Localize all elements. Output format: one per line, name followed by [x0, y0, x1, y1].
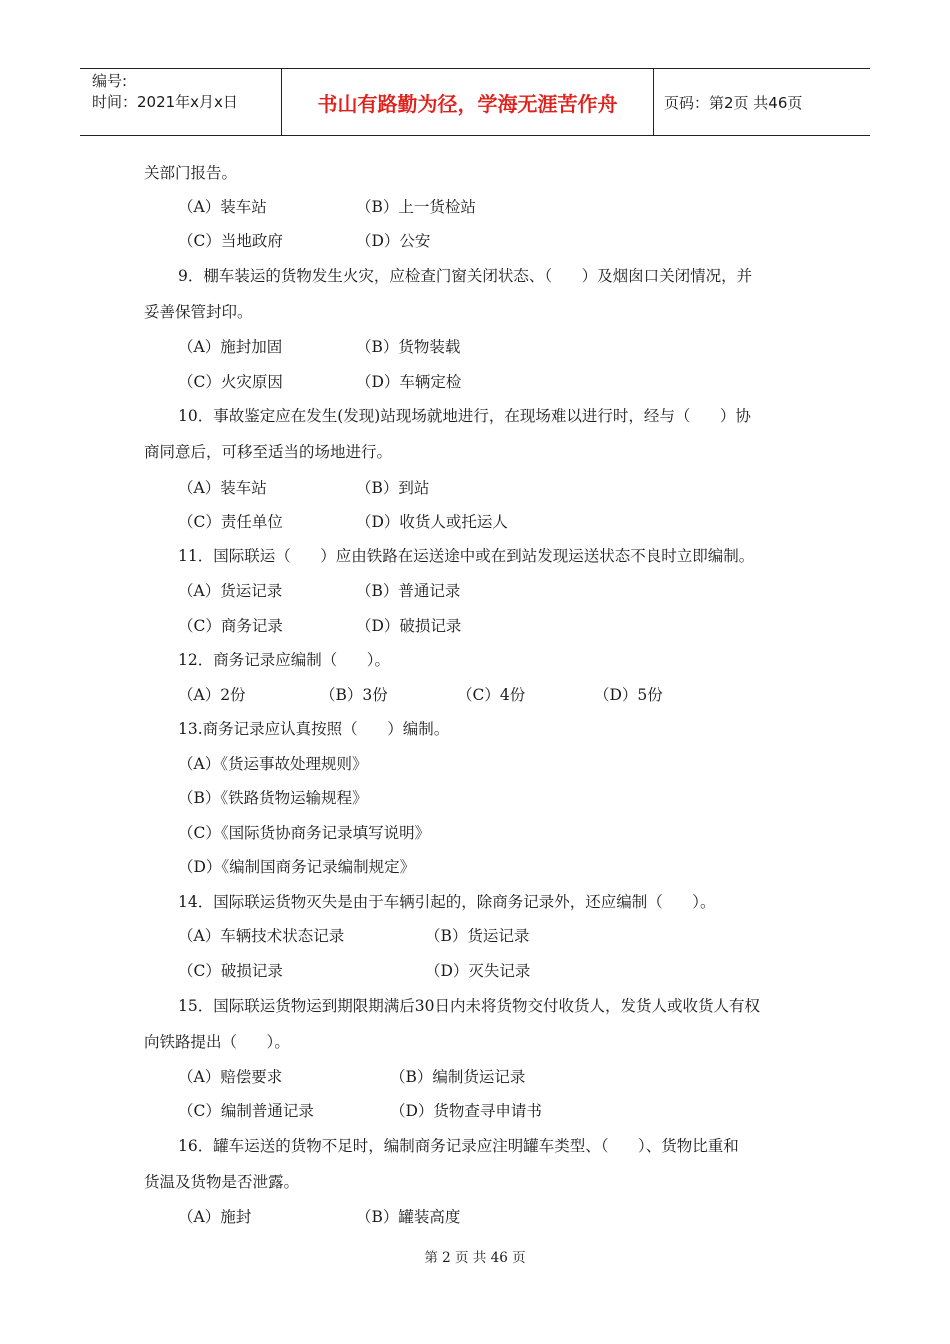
- option-c: （C）破损记录: [178, 962, 283, 980]
- option-d: （D）收货人或托运人: [356, 513, 508, 531]
- header-page-info: 页码：第2页 共46页: [664, 93, 803, 112]
- question-15: 15．国际联运货物运到期限期满后30日内未将货物交付收货人，发货人或收货人有权: [178, 997, 760, 1015]
- option-b: （B）罐装高度: [356, 1208, 461, 1226]
- option-b: （B）普通记录: [356, 582, 461, 600]
- document-date: 时间：2021年x月x日: [92, 93, 238, 111]
- option-b: （B）上一货检站: [356, 198, 476, 216]
- page-header: [80, 68, 870, 136]
- header-motto: 书山有路勤为径，学海无涯苦作舟: [282, 69, 654, 135]
- option-d: （D）《编制国商务记录编制规定》: [178, 858, 416, 876]
- option-b: （B）货运记录: [425, 927, 530, 945]
- question-15-cont: 向铁路提出（ ）。: [144, 1033, 290, 1051]
- option-b: （B）到站: [356, 479, 430, 497]
- option-a: （A）装车站: [178, 479, 267, 497]
- question-9-cont: 妥善保管封印。: [144, 303, 253, 321]
- question-10-cont: 商同意后，可移至适当的场地进行。: [144, 443, 393, 461]
- option-b: （B）3份: [320, 686, 388, 704]
- option-b: （B）货物装载: [356, 338, 461, 356]
- option-c: （C）责任单位: [178, 513, 283, 531]
- option-a: （A）车辆技术状态记录: [178, 927, 345, 945]
- question-14: 14．国际联运货物灭失是由于车辆引起的，除商务记录外，还应编制（ ）。: [178, 893, 716, 911]
- option-d: （D）公安: [356, 232, 431, 250]
- option-b: （B）《铁路货物运输规程》: [178, 789, 368, 807]
- text-line: 关部门报告。: [144, 164, 238, 182]
- option-a: （A）货运记录: [178, 582, 283, 600]
- header-meta: [80, 69, 282, 135]
- option-c: （C）4份: [457, 686, 526, 704]
- question-13: 13.商务记录应认真按照（ ）编制。: [178, 720, 450, 738]
- option-c: （C）火灾原因: [178, 373, 283, 391]
- question-16: 16．罐车运送的货物不足时，编制商务记录应注明罐车类型、（ ）、货物比重和: [178, 1137, 739, 1155]
- question-11: 11．国际联运（ ）应由铁路在运送途中或在到站发现运送状态不良时立即编制。: [178, 547, 755, 565]
- option-d: （D）车辆定检: [356, 373, 462, 391]
- option-c: （C）当地政府: [178, 232, 283, 250]
- question-16-cont: 货温及货物是否泄露。: [144, 1173, 300, 1191]
- option-d: （D）破损记录: [356, 617, 462, 635]
- option-a: （A）《货运事故处理规则》: [178, 755, 368, 773]
- question-9: 9．棚车装运的货物发生火灾，应检查门窗关闭状态、（ ）及烟囱口关闭情况，并: [178, 267, 753, 285]
- option-a: （A）装车站: [178, 198, 267, 216]
- document-number-label: 编号:: [92, 72, 128, 90]
- option-c: （C）编制普通记录: [178, 1102, 314, 1120]
- option-a: （A）赔偿要求: [178, 1068, 283, 1086]
- option-c: （C）商务记录: [178, 617, 283, 635]
- option-d: （D）货物查寻申请书: [390, 1102, 542, 1120]
- option-d: （D）灭失记录: [425, 962, 531, 980]
- question-10: 10．事故鉴定应在发生(发现)站现场就地进行，在现场难以进行时，经与（ ）协: [178, 407, 751, 425]
- question-12: 12．商务记录应编制（ ）。: [178, 651, 391, 669]
- option-c: （C）《国际货协商务记录填写说明》: [178, 824, 431, 842]
- option-b: （B）编制货运记录: [390, 1068, 526, 1086]
- option-a: （A）施封: [178, 1208, 252, 1226]
- page-footer: 第 2 页 共 46 页: [424, 1250, 526, 1266]
- option-a: （A）施封加固: [178, 338, 283, 356]
- option-d: （D）5份: [594, 686, 663, 704]
- option-a: （A）2份: [178, 686, 246, 704]
